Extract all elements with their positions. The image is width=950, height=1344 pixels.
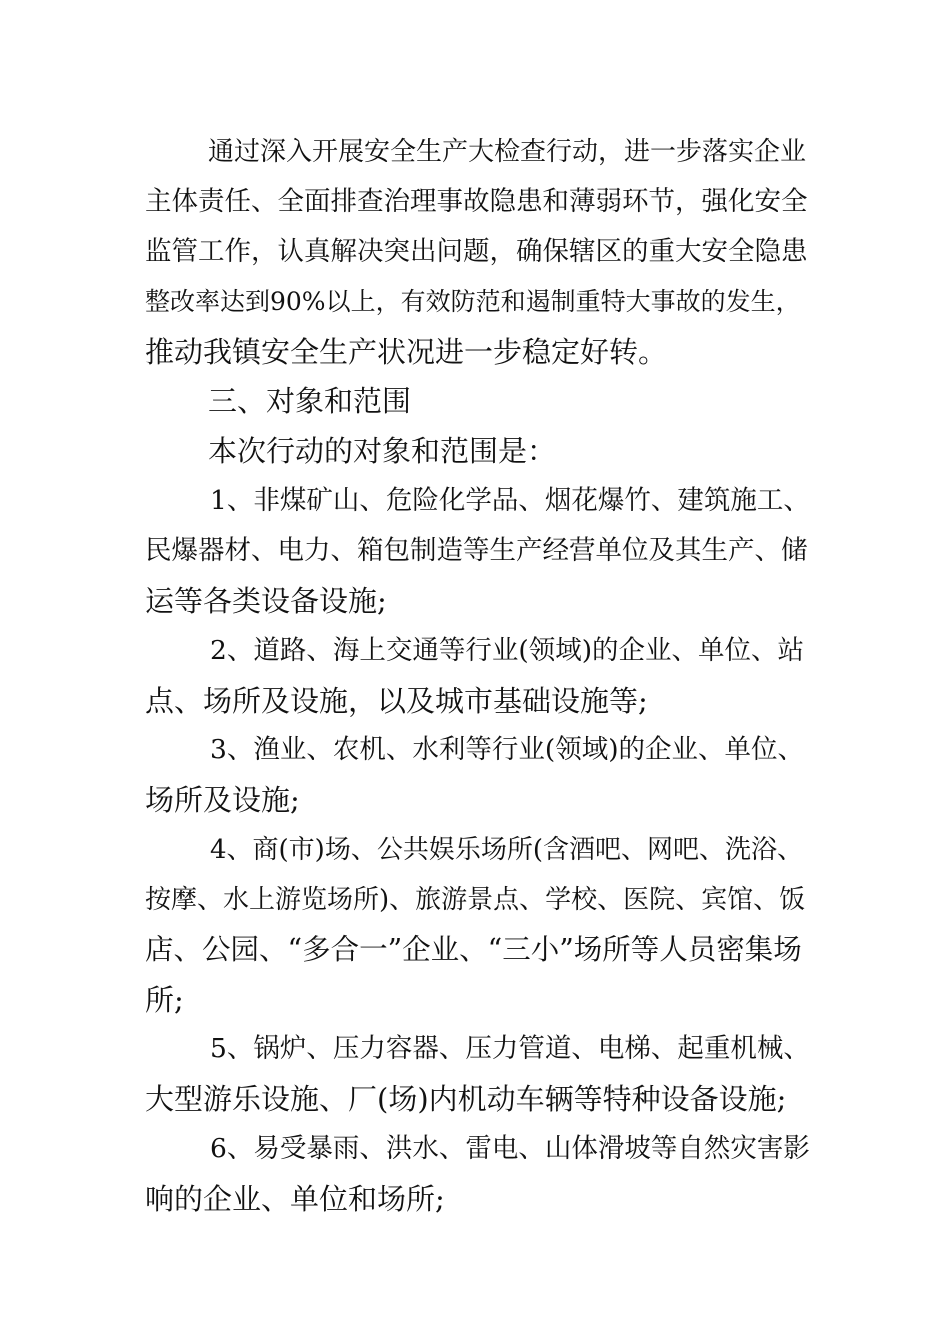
list-item-line: 民爆器材、电力、箱包制造等生产经营单位及其生产、储 xyxy=(145,535,808,566)
list-item-line: 点、场所及设施，以及城市基础设施等; xyxy=(145,684,648,718)
list-item-line: 6、易受暴雨、洪水、雷电、山体滑坡等自然灾害影 xyxy=(210,1133,810,1164)
list-item-line: 按摩、水上游览场所)、旅游景点、学校、医院、宾馆、饭 xyxy=(145,885,806,915)
section-heading: 三、对象和范围 xyxy=(208,384,412,418)
list-item-line: 5、锅炉、压力容器、压力管道、电梯、起重机械、 xyxy=(210,1033,810,1064)
paragraph-line: 推动我镇安全生产状况进一步稳定好转。 xyxy=(145,335,668,369)
list-item-line: 2、道路、海上交通等行业(领域)的企业、单位、站 xyxy=(210,635,805,666)
paragraph-line: 通过深入开展安全生产大检查行动，进一步落实企业 xyxy=(208,137,807,167)
list-item-line: 1、非煤矿山、危险化学品、烟花爆竹、建筑施工、 xyxy=(210,485,810,516)
list-item-line: 3、渔业、农机、水利等行业(领域)的企业、单位、 xyxy=(210,734,805,765)
paragraph-line: 本次行动的对象和范围是： xyxy=(208,434,557,468)
paragraph-line: 主体责任、全面排查治理事故隐患和薄弱环节，强化安全 xyxy=(145,186,808,217)
list-item-line: 运等各类设备设施; xyxy=(145,584,387,618)
list-item-line: 大型游乐设施、厂(场)内机动车辆等特种设备设施; xyxy=(145,1082,787,1116)
list-item-line: 店、公园、“多合一”企业、“三小”场所等人员密集场 xyxy=(145,933,802,966)
paragraph-line: 监管工作，认真解决突出问题，确保辖区的重大安全隐患 xyxy=(145,236,808,267)
list-item-line: 场所及设施; xyxy=(145,783,300,817)
list-item-line: 4、商(市)场、公共娱乐场所(含酒吧、网吧、洗浴、 xyxy=(210,835,803,865)
list-item-line: 所; xyxy=(145,983,184,1017)
paragraph-line: 整改率达到90%以上，有效防范和遏制重特大事故的发生， xyxy=(145,287,801,316)
list-item-line: 响的企业、单位和场所; xyxy=(145,1182,445,1216)
